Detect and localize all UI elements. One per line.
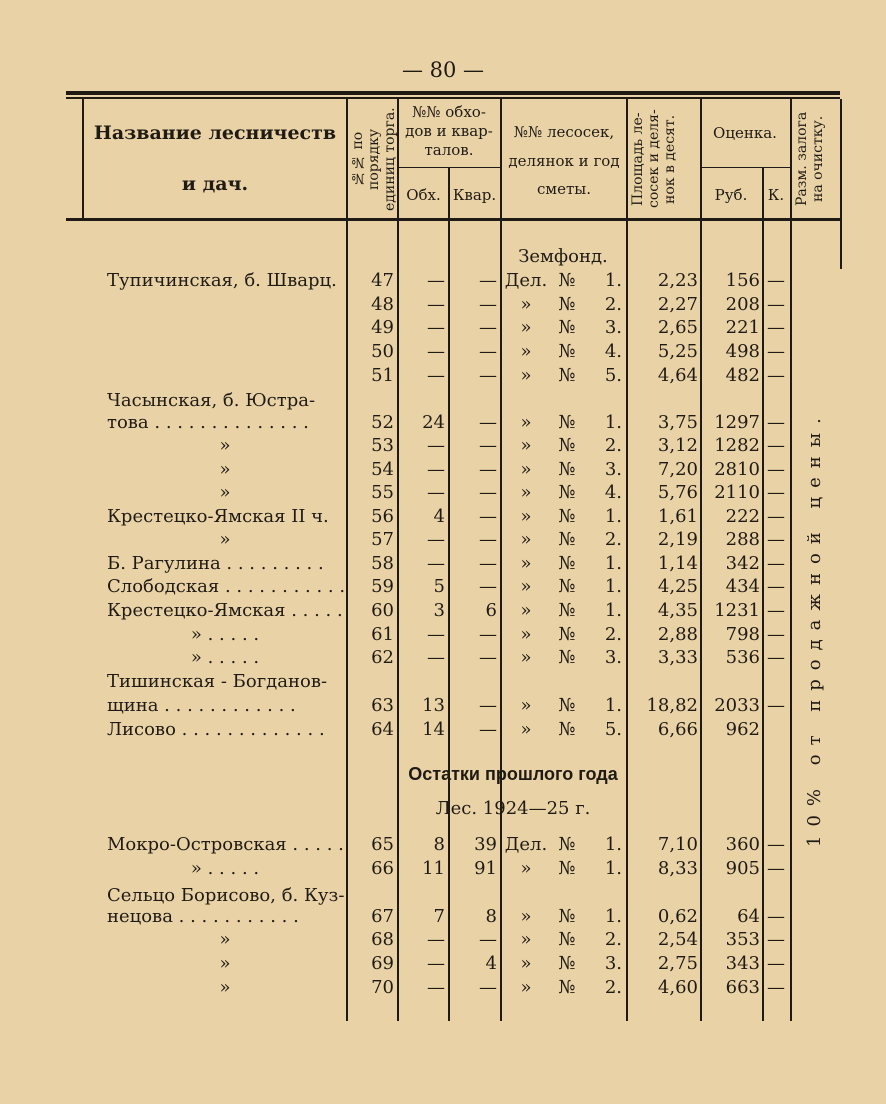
- row-20-num: 1.: [604, 834, 622, 855]
- row-0-kvar: —: [479, 270, 497, 291]
- row-15-kvar: —: [479, 624, 497, 645]
- row-25-kvar: 4: [485, 953, 497, 974]
- row-18-obkh: 13: [422, 695, 445, 716]
- row-4-del: »: [520, 365, 532, 386]
- ocenka-subheader-sep: [700, 167, 790, 168]
- row-23-obkh: 7: [433, 906, 445, 927]
- row-8-no: №: [558, 459, 576, 480]
- row-11-del: »: [520, 529, 532, 550]
- header-obkhod-top: №№ обхо-дов и квар-талов.: [405, 103, 493, 159]
- header-name-line2: и дач.: [181, 173, 249, 195]
- row-14-kvar: 6: [485, 600, 497, 621]
- row-15-num: 2.: [604, 624, 622, 645]
- header-lesosek: №№ лесосек, делянок и год сметы.: [508, 123, 620, 198]
- row-21-area: 8,33: [657, 858, 698, 879]
- row-25-lot: 69: [371, 953, 394, 974]
- row-11-rub: 288: [725, 529, 760, 550]
- row-14-obkh: 3: [433, 600, 445, 621]
- row-7-num: 2.: [604, 435, 622, 456]
- row-10-num: 1.: [604, 506, 622, 527]
- side-note-zalog: 10% от продажной цены.: [804, 409, 825, 847]
- row-0-num: 1.: [604, 270, 622, 291]
- page-number: — 80 —: [401, 58, 485, 82]
- row-13-area: 4,25: [657, 576, 698, 597]
- row-23-lot: 67: [371, 906, 394, 927]
- row-14-name: Крестецко-Ямская . . . . .: [107, 600, 343, 621]
- row-12-num: 1.: [604, 553, 622, 574]
- row-10-area: 1,61: [657, 506, 698, 527]
- row-8-obkh: —: [427, 459, 445, 480]
- row-23-kvar: 8: [485, 906, 497, 927]
- row-24-obkh: —: [427, 929, 445, 950]
- row-16-rub: 536: [725, 647, 760, 668]
- row-15-rub: 798: [725, 624, 760, 645]
- row-8-name: »: [219, 459, 231, 480]
- row-0-kop: —: [767, 270, 785, 291]
- row-1-kop: —: [767, 294, 785, 315]
- row-26-lot: 70: [371, 977, 394, 998]
- row-9-area: 5,76: [657, 482, 698, 503]
- row-19-obkh: 14: [422, 719, 445, 740]
- row-1-lot: 48: [371, 294, 394, 315]
- row-4-kvar: —: [479, 365, 497, 386]
- row-12-rub: 342: [725, 553, 760, 574]
- row-3-rub: 498: [725, 341, 760, 362]
- row-1-rub: 208: [725, 294, 760, 315]
- row-10-lot: 56: [371, 506, 394, 527]
- row-5-name: Часынская, б. Юстра-: [107, 390, 316, 411]
- row-0-name: Тупичинская, б. Шварц.: [107, 270, 337, 291]
- row-2-num: 3.: [604, 317, 622, 338]
- row-26-num: 2.: [604, 977, 622, 998]
- row-6-obkh: 24: [422, 412, 445, 433]
- row-13-kop: —: [767, 576, 785, 597]
- row-18-rub: 2033: [714, 695, 760, 716]
- row-20-area: 7,10: [657, 834, 698, 855]
- row-11-area: 2,19: [657, 529, 698, 550]
- row-13-no: №: [558, 576, 576, 597]
- row-9-no: №: [558, 482, 576, 503]
- row-26-obkh: —: [427, 977, 445, 998]
- row-9-kvar: —: [479, 482, 497, 503]
- row-4-lot: 51: [371, 365, 394, 386]
- row-15-name: » . . . . .: [190, 624, 260, 645]
- row-24-lot: 68: [371, 929, 394, 950]
- row-26-del: »: [520, 977, 532, 998]
- row-4-num: 5.: [604, 365, 622, 386]
- row-19-num: 5.: [604, 719, 622, 740]
- row-12-kvar: —: [479, 553, 497, 574]
- row-19-del: »: [520, 719, 532, 740]
- row-16-area: 3,33: [657, 647, 698, 668]
- row-21-no: №: [558, 858, 576, 879]
- row-2-area: 2,65: [657, 317, 698, 338]
- row-25-num: 3.: [604, 953, 622, 974]
- row-2-del: »: [520, 317, 532, 338]
- row-24-area: 2,54: [657, 929, 698, 950]
- row-14-lot: 60: [371, 600, 394, 621]
- row-24-num: 2.: [604, 929, 622, 950]
- col-line-ocenka: [790, 99, 792, 1021]
- col-line-obkh: [448, 168, 450, 1021]
- row-21-lot: 66: [371, 858, 394, 879]
- row-15-no: №: [558, 624, 576, 645]
- row-12-lot: 58: [371, 553, 394, 574]
- header-bottom-rule: [66, 218, 840, 221]
- row-23-area: 0,62: [657, 906, 698, 927]
- row-20-no: №: [558, 834, 576, 855]
- row-15-del: »: [520, 624, 532, 645]
- row-24-rub: 353: [725, 929, 760, 950]
- row-2-kvar: —: [479, 317, 497, 338]
- header-kvartal: Квар.: [452, 186, 497, 204]
- row-13-num: 1.: [604, 576, 622, 597]
- row-15-obkh: —: [427, 624, 445, 645]
- row-6-lot: 52: [371, 412, 394, 433]
- row-16-kvar: —: [479, 647, 497, 668]
- row-14-del: »: [520, 600, 532, 621]
- row-6-num: 1.: [604, 412, 622, 433]
- row-19-name: Лисово . . . . . . . . . . . . .: [107, 719, 325, 740]
- row-21-num: 1.: [604, 858, 622, 879]
- row-25-area: 2,75: [657, 953, 698, 974]
- row-8-num: 3.: [604, 459, 622, 480]
- row-18-no: №: [558, 695, 576, 716]
- row-25-name: »: [219, 953, 231, 974]
- row-4-no: №: [558, 365, 576, 386]
- row-18-num: 1.: [604, 695, 622, 716]
- row-8-kop: —: [767, 459, 785, 480]
- row-20-rub: 360: [725, 834, 760, 855]
- row-11-num: 2.: [604, 529, 622, 550]
- row-9-kop: —: [767, 482, 785, 503]
- col-line-name: [346, 99, 348, 1021]
- row-24-name: »: [219, 929, 231, 950]
- row-18-lot: 63: [371, 695, 394, 716]
- row-25-del: »: [520, 953, 532, 974]
- row-10-rub: 222: [725, 506, 760, 527]
- row-16-name: » . . . . .: [190, 647, 260, 668]
- row-21-kvar: 91: [474, 858, 497, 879]
- row-24-kop: —: [767, 929, 785, 950]
- row-13-del: »: [520, 576, 532, 597]
- row-25-no: №: [558, 953, 576, 974]
- row-20-kvar: 39: [474, 834, 497, 855]
- row-3-area: 5,25: [657, 341, 698, 362]
- row-6-rub: 1297: [714, 412, 760, 433]
- row-18-kop: —: [767, 695, 785, 716]
- row-23-num: 1.: [604, 906, 622, 927]
- row-26-rub: 663: [725, 977, 760, 998]
- section-les-year: Лес. 1924—25 г.: [435, 798, 591, 819]
- row-0-del: Дел.: [504, 270, 548, 291]
- row-16-no: №: [558, 647, 576, 668]
- row-26-kop: —: [767, 977, 785, 998]
- row-0-no: №: [558, 270, 576, 291]
- row-0-rub: 156: [725, 270, 760, 291]
- row-4-rub: 482: [725, 365, 760, 386]
- row-23-name: нецова . . . . . . . . . . .: [107, 906, 299, 927]
- row-1-no: №: [558, 294, 576, 315]
- row-21-name: » . . . . .: [190, 858, 260, 879]
- row-20-obkh: 8: [433, 834, 445, 855]
- row-24-no: №: [558, 929, 576, 950]
- col-line-kvar: [500, 99, 502, 1021]
- header-lot: №№ по порядку единиц торга.: [350, 107, 399, 211]
- row-25-obkh: —: [427, 953, 445, 974]
- section-zemfond: Земфонд.: [518, 246, 608, 267]
- row-11-kvar: —: [479, 529, 497, 550]
- row-2-no: №: [558, 317, 576, 338]
- row-15-kop: —: [767, 624, 785, 645]
- row-3-del: »: [520, 341, 532, 362]
- header-ocenka: Оценка.: [713, 124, 777, 142]
- row-10-kop: —: [767, 506, 785, 527]
- row-6-name: това . . . . . . . . . . . . . .: [107, 412, 309, 433]
- row-18-kvar: —: [479, 695, 497, 716]
- row-13-obkh: 5: [433, 576, 445, 597]
- row-10-del: »: [520, 506, 532, 527]
- row-2-rub: 221: [725, 317, 760, 338]
- top-rule: [66, 91, 840, 95]
- row-26-area: 4,60: [657, 977, 698, 998]
- row-11-lot: 57: [371, 529, 394, 550]
- row-10-kvar: —: [479, 506, 497, 527]
- row-12-obkh: —: [427, 553, 445, 574]
- row-25-rub: 343: [725, 953, 760, 974]
- row-26-no: №: [558, 977, 576, 998]
- row-2-kop: —: [767, 317, 785, 338]
- row-20-del: Дел.: [504, 834, 548, 855]
- row-7-rub: 1282: [714, 435, 760, 456]
- col-line-right: [840, 99, 842, 269]
- row-16-lot: 62: [371, 647, 394, 668]
- row-3-no: №: [558, 341, 576, 362]
- row-19-area: 6,66: [657, 719, 698, 740]
- row-9-lot: 55: [371, 482, 394, 503]
- row-16-del: »: [520, 647, 532, 668]
- row-7-obkh: —: [427, 435, 445, 456]
- row-11-no: №: [558, 529, 576, 550]
- row-12-no: №: [558, 553, 576, 574]
- row-2-obkh: —: [427, 317, 445, 338]
- row-13-lot: 59: [371, 576, 394, 597]
- row-12-del: »: [520, 553, 532, 574]
- section-ostatki: Остатки прошлого года: [408, 764, 618, 784]
- row-0-area: 2,23: [657, 270, 698, 291]
- row-16-obkh: —: [427, 647, 445, 668]
- row-13-rub: 434: [725, 576, 760, 597]
- row-9-num: 4.: [604, 482, 622, 503]
- row-20-name: Мокро-Островская . . . . .: [107, 834, 344, 855]
- row-23-kop: —: [767, 906, 785, 927]
- row-14-area: 4,35: [657, 600, 698, 621]
- row-9-rub: 2110: [714, 482, 760, 503]
- row-9-del: »: [520, 482, 532, 503]
- row-8-rub: 2810: [714, 459, 760, 480]
- row-14-rub: 1231: [714, 600, 760, 621]
- row-12-area: 1,14: [657, 553, 698, 574]
- row-23-no: №: [558, 906, 576, 927]
- col-line-left: [82, 99, 84, 221]
- row-9-obkh: —: [427, 482, 445, 503]
- row-1-num: 2.: [604, 294, 622, 315]
- obkhod-subheader-sep: [397, 167, 500, 168]
- row-2-lot: 49: [371, 317, 394, 338]
- row-3-obkh: —: [427, 341, 445, 362]
- header-zalog: Разм. залога на очистку.: [794, 111, 827, 207]
- row-16-kop: —: [767, 647, 785, 668]
- row-9-name: »: [219, 482, 231, 503]
- row-0-obkh: —: [427, 270, 445, 291]
- row-7-del: »: [520, 435, 532, 456]
- row-1-kvar: —: [479, 294, 497, 315]
- row-15-lot: 61: [371, 624, 394, 645]
- header-area: Площадь ле-сосек и деля-нок в десят.: [630, 109, 679, 209]
- row-1-del: »: [520, 294, 532, 315]
- row-16-num: 3.: [604, 647, 622, 668]
- row-20-lot: 65: [371, 834, 394, 855]
- row-8-area: 7,20: [657, 459, 698, 480]
- row-1-area: 2,27: [657, 294, 698, 315]
- row-23-del: »: [520, 906, 532, 927]
- header-kop: К.: [767, 186, 785, 204]
- row-25-kop: —: [767, 953, 785, 974]
- row-18-area: 18,82: [646, 695, 698, 716]
- col-line-lot: [397, 99, 399, 1021]
- row-4-kop: —: [767, 365, 785, 386]
- row-21-rub: 905: [725, 858, 760, 879]
- row-4-obkh: —: [427, 365, 445, 386]
- row-24-del: »: [520, 929, 532, 950]
- row-21-kop: —: [767, 858, 785, 879]
- row-14-num: 1.: [604, 600, 622, 621]
- row-15-area: 2,88: [657, 624, 698, 645]
- row-3-num: 4.: [604, 341, 622, 362]
- row-3-lot: 50: [371, 341, 394, 362]
- header-name-line1: Название лесничеств: [93, 122, 337, 144]
- row-12-name: Б. Рагулина . . . . . . . . .: [107, 553, 324, 574]
- row-6-kvar: —: [479, 412, 497, 433]
- row-20-kop: —: [767, 834, 785, 855]
- row-17-name: Тишинская - Богданов-: [107, 671, 328, 692]
- row-18-name: щина . . . . . . . . . . . .: [107, 695, 296, 716]
- header-rub: Руб.: [714, 186, 748, 204]
- row-6-kop: —: [767, 412, 785, 433]
- row-18-del: »: [520, 695, 532, 716]
- row-10-no: №: [558, 506, 576, 527]
- row-21-del: »: [520, 858, 532, 879]
- row-8-lot: 54: [371, 459, 394, 480]
- row-8-del: »: [520, 459, 532, 480]
- row-11-obkh: —: [427, 529, 445, 550]
- row-10-name: Крестецко-Ямская II ч.: [107, 506, 329, 527]
- row-7-lot: 53: [371, 435, 394, 456]
- row-13-kvar: —: [479, 576, 497, 597]
- row-23-rub: 64: [737, 906, 760, 927]
- row-14-no: №: [558, 600, 576, 621]
- row-14-kop: —: [767, 600, 785, 621]
- row-26-name: »: [219, 977, 231, 998]
- row-22-name: Сельцо Борисово, б. Куз-: [107, 885, 345, 906]
- row-3-kop: —: [767, 341, 785, 362]
- row-6-area: 3,75: [657, 412, 698, 433]
- row-26-kvar: —: [479, 977, 497, 998]
- row-19-no: №: [558, 719, 576, 740]
- header-obkhod: Обх.: [406, 186, 441, 204]
- row-8-kvar: —: [479, 459, 497, 480]
- row-24-kvar: —: [479, 929, 497, 950]
- row-3-kvar: —: [479, 341, 497, 362]
- row-11-name: »: [219, 529, 231, 550]
- row-7-area: 3,12: [657, 435, 698, 456]
- row-21-obkh: 11: [422, 858, 445, 879]
- row-0-lot: 47: [371, 270, 394, 291]
- row-10-obkh: 4: [433, 506, 445, 527]
- row-19-lot: 64: [371, 719, 394, 740]
- row-19-kvar: —: [479, 719, 497, 740]
- row-7-kop: —: [767, 435, 785, 456]
- row-7-no: №: [558, 435, 576, 456]
- row-19-rub: 962: [725, 719, 760, 740]
- row-11-kop: —: [767, 529, 785, 550]
- row-7-kvar: —: [479, 435, 497, 456]
- row-6-no: №: [558, 412, 576, 433]
- row-4-area: 4,64: [657, 365, 698, 386]
- row-13-name: Слободская . . . . . . . . . . .: [107, 576, 346, 597]
- row-12-kop: —: [767, 553, 785, 574]
- top-rule-thin: [66, 97, 840, 99]
- row-7-name: »: [219, 435, 231, 456]
- row-1-obkh: —: [427, 294, 445, 315]
- row-6-del: »: [520, 412, 532, 433]
